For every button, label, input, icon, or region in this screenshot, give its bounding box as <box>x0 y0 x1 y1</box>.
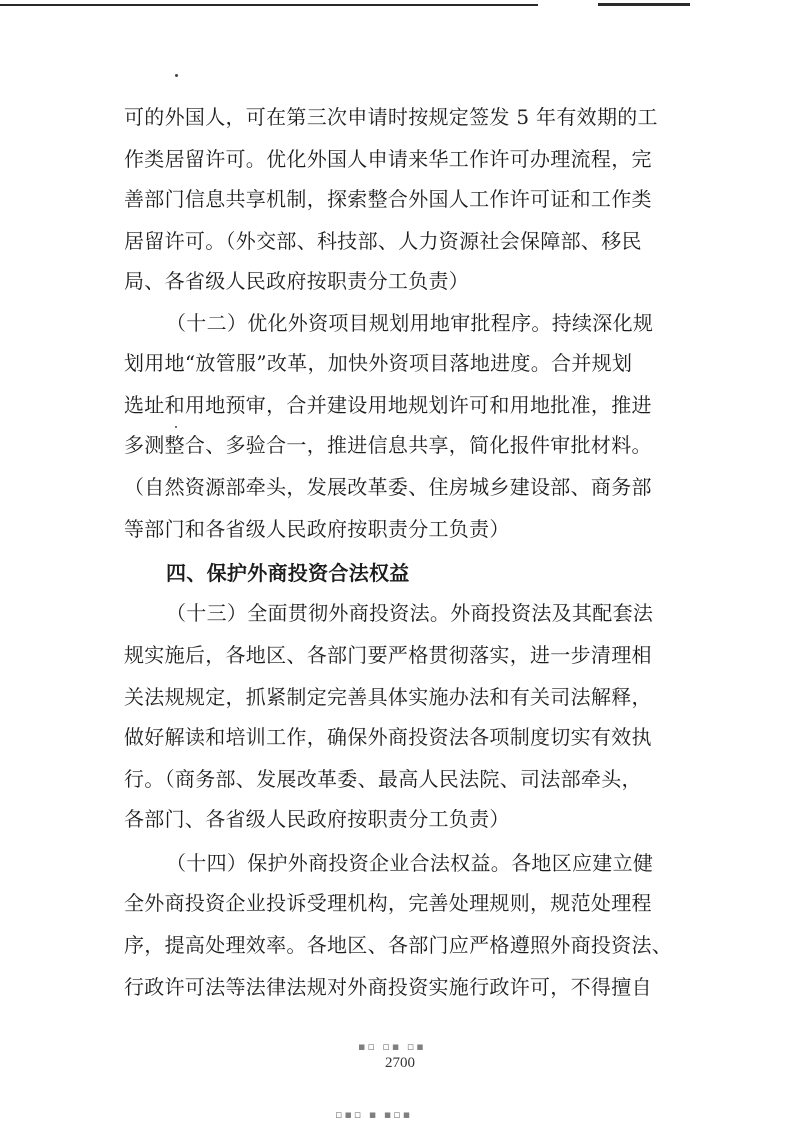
scan-speck <box>175 426 177 428</box>
top-rule <box>0 4 538 6</box>
scan-noise: ▫▪▫ ▪ ▪▫▪ <box>335 1108 413 1121</box>
scan-noise: ▪▫ ▫▪ ▫▪ <box>358 1040 426 1053</box>
scan-speck <box>175 74 178 77</box>
page-number: 2700 <box>385 1055 415 1071</box>
top-rule-segment <box>598 3 690 6</box>
